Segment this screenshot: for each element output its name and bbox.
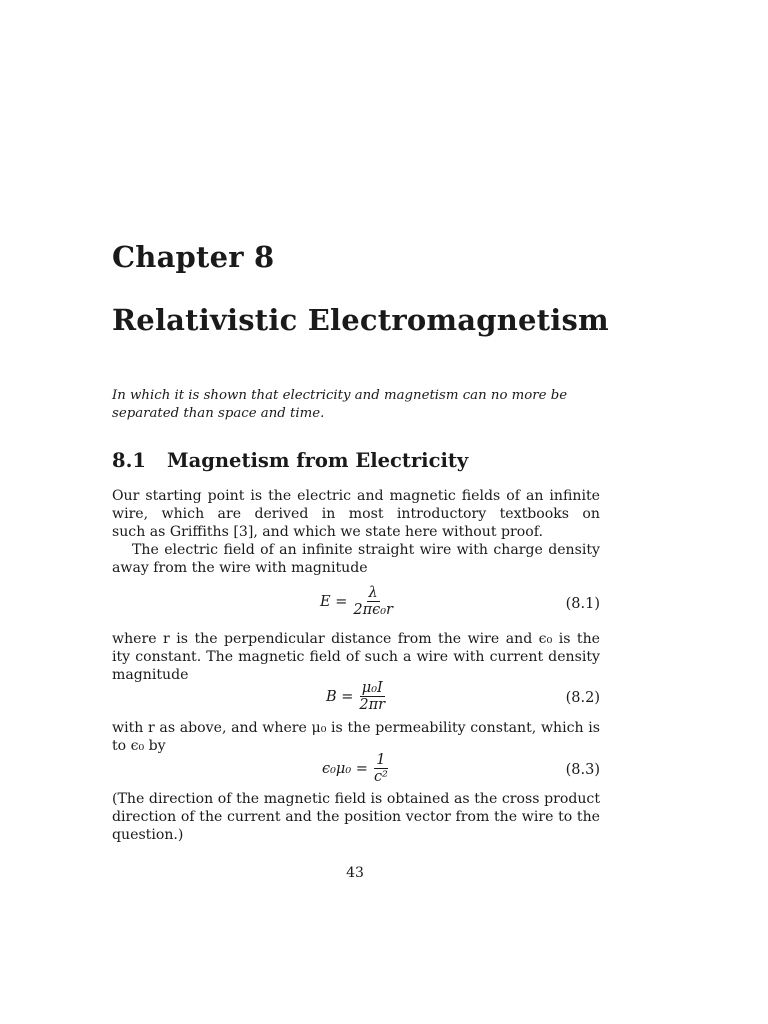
paragraph-line: magnitude	[112, 667, 189, 683]
paragraph	[112, 487, 600, 541]
equation-lhs: E =	[320, 593, 348, 610]
equation	[112, 752, 600, 792]
paragraph-line: such as Griffiths [3], and which we state here without proof.	[112, 524, 543, 540]
paragraph-line: with r as above, and where μ₀ is the permeability constant, which is	[112, 720, 600, 736]
paragraph	[112, 719, 600, 755]
paragraph-line: question.)	[112, 827, 184, 843]
equation-denominator: 2πϵ₀r	[353, 602, 393, 618]
equation-body	[326, 680, 387, 713]
paragraph-line: wire, which are derived in most introductory textbooks on	[112, 506, 600, 522]
paragraph	[112, 790, 600, 844]
paragraph-line: away from the wire with magnitude	[112, 560, 368, 576]
equation-fraction	[351, 585, 395, 618]
equation-body	[322, 752, 390, 785]
chapter-label: Chapter 8	[112, 240, 275, 274]
equation-numerator: 1	[376, 752, 386, 768]
equation-fraction	[357, 680, 387, 713]
equation-numerator: μ₀I	[361, 680, 383, 696]
paragraph-line: to ϵ₀ by	[112, 738, 166, 754]
equation-fraction	[372, 752, 390, 785]
chapter-title: Relativistic Electromagnetism	[112, 303, 609, 337]
equation-number: (8.2)	[565, 690, 600, 706]
paragraph-line: (The direction of the magnetic field is obtained as the cross product	[112, 791, 600, 807]
page-number: 43	[346, 865, 364, 881]
chapter-epigraph: In which it is shown that electricity and magnetism can no more be separated than space and time.	[112, 388, 568, 421]
equation-number: (8.3)	[565, 762, 600, 778]
equation-denominator: c²	[373, 769, 388, 785]
equation-lhs: B =	[326, 688, 354, 705]
paragraph-line: ity constant. The magnetic field of such a wire with current density	[112, 649, 600, 665]
equation-lhs: ϵ₀μ₀ =	[322, 760, 368, 777]
paragraph	[112, 630, 600, 684]
equation-number: (8.1)	[565, 596, 600, 612]
paragraph-line: direction of the current and the position vector from the wire to the	[112, 809, 600, 825]
equation-body	[320, 585, 395, 618]
paragraph	[112, 541, 600, 577]
section-number: 8.1	[112, 449, 146, 472]
paragraph-line: where r is the perpendicular distance from the wire and ϵ₀ is the	[112, 631, 600, 647]
equation	[112, 680, 600, 720]
equation-numerator: λ	[368, 585, 378, 601]
paragraph-line: The electric field of an infinite straight wire with charge density	[132, 542, 600, 558]
equation	[112, 585, 600, 625]
section-title: Magnetism from Electricity	[167, 449, 469, 472]
paragraph-line: Our starting point is the electric and magnetic fields of an infinite	[112, 488, 600, 504]
equation-denominator: 2πr	[359, 697, 386, 713]
section-heading	[112, 449, 468, 472]
